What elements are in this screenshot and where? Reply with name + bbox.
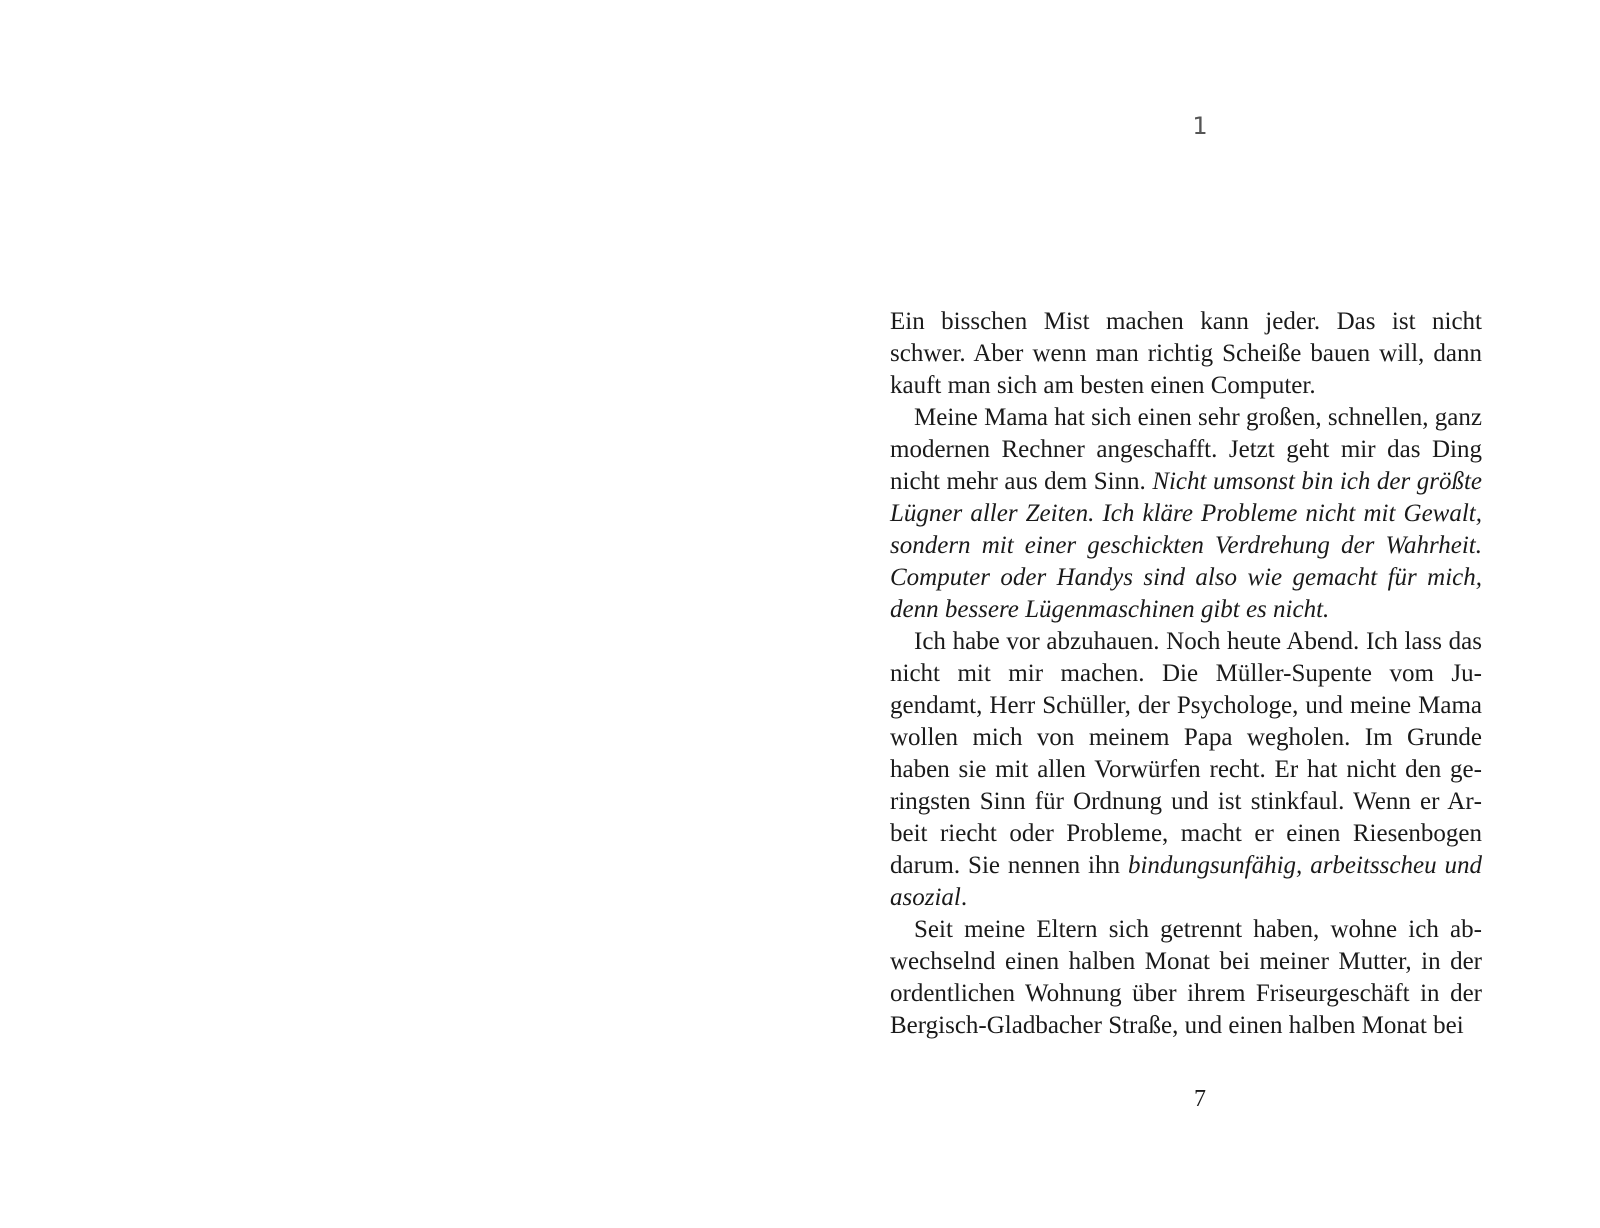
text-segment: . [960, 884, 968, 911]
paragraph [890, 626, 1482, 914]
paragraph [890, 306, 1482, 402]
page-number: 7 [1194, 1086, 1206, 1112]
text-segment: Ich habe vor abzuhauen. Noch heute Abend. Ich lass das nicht mit mir machen. Die Müller-Supente vom Jugendamt, Herr Schüller, der Psychologe, und meine Mama wollen mich von meinem Papa wegholen. Im Grunde haben sie mit allen Vorwürfen recht. Er hat nicht den geringsten Sinn für Ordnung und ist stinkfaul. Wenn er Arbeit riecht oder Probleme, macht er einen Riesenbogen darum. Sie nennen ihn [890, 628, 1482, 879]
right-page [800, 0, 1600, 1228]
italic-text-segment: Nicht umsonst bin ich der größte Lügner aller Zeiten. Ich kläre Probleme nicht mit Gewalt, sondern mit einer geschickten Verdrehung der Wahrheit. Computer oder Handys sind also wie gemacht für mich, denn bessere Lügenmaschinen gibt es nicht. [890, 468, 1482, 623]
text-segment: Seit meine Eltern sich getrennt haben, wohne ich abwechselnd einen halben Monat bei meiner Mutter, in der ordentlichen Wohnung über ihrem Friseurgeschäft in der Bergisch-Gladbacher Straße, und einen halben Monat bei [890, 916, 1482, 1039]
paragraph [890, 402, 1482, 626]
italic-text-segment: bindungsunfähig, arbeitsscheu und asozial [890, 852, 1483, 911]
paragraph [890, 914, 1482, 1042]
body-text [890, 306, 1482, 1042]
chapter-number: 1 [1192, 112, 1208, 140]
text-segment: Meine Mama hat sich einen sehr großen, schnellen, ganz modernen Rechner angeschafft. Jetzt geht mir das Ding nicht mehr aus dem Sinn. [890, 404, 1482, 495]
text-segment: Ein bisschen Mist machen kann jeder. Das ist nicht schwer. Aber wenn man richtig Scheiße bauen will, dann kauft man sich am besten einen Computer. [890, 308, 1482, 399]
